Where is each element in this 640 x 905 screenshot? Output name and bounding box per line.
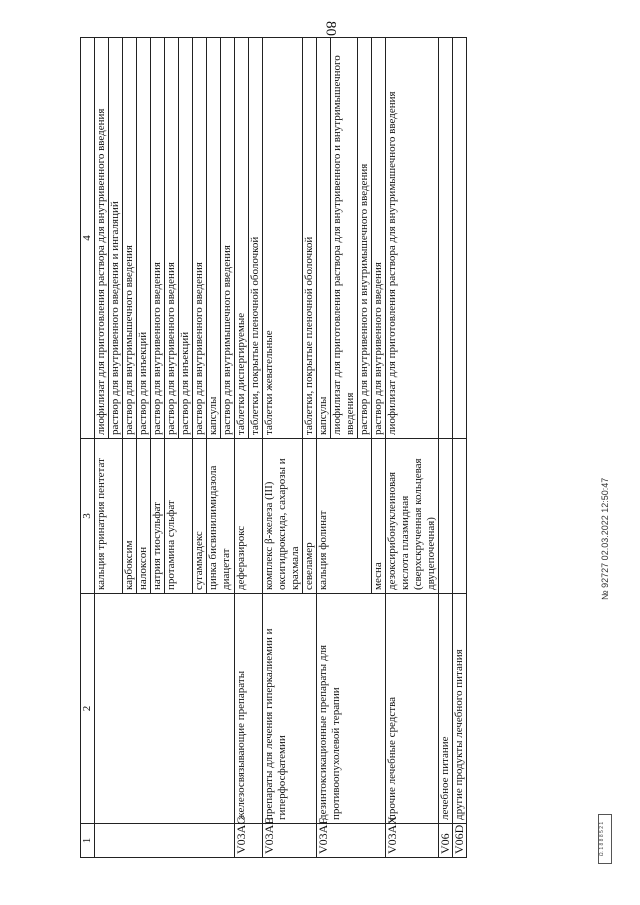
dosage-form-cell: капсулы [207, 38, 221, 439]
table-body [95, 38, 467, 858]
atc-code-cell: V06 [439, 824, 453, 858]
dosage-form-cell: раствор для инъекций [179, 38, 193, 439]
atc-code-cell: V03AC [235, 824, 263, 858]
drug-name-cell: дезоксирибонуклеиновая кислота плазмидная (сверхскрученная кольцевая двуцепочечная) [386, 439, 439, 594]
dosage-form-cell: раствор для инъекций [137, 38, 151, 439]
drug-name-cell: протамина сульфат [165, 439, 193, 594]
group-cell: препараты для лечения гиперкалиемии и гиперфосфатемии [263, 594, 317, 824]
dosage-form-cell: раствор для внутривенного введения [151, 38, 165, 439]
table-row [453, 38, 467, 858]
group-cell: дезинтоксикационные препараты для противоопухолевой терапии [317, 594, 386, 824]
dosage-form-cell: таблетки, покрытые пленочной оболочкой [249, 38, 263, 439]
table-row [263, 38, 303, 858]
group-cell [95, 594, 235, 824]
table-row [439, 38, 453, 858]
table-row [386, 38, 439, 858]
drug-table [80, 37, 467, 858]
dosage-form-cell: таблетки диспергируемые [235, 38, 249, 439]
dosage-form-cell: раствор для внутривенного и внутримышечного введения [358, 38, 372, 439]
table-row [95, 38, 109, 858]
dosage-form-cell: лиофилизат для приготовления раствора для внутривенного введения [95, 38, 109, 439]
dosage-form-cell: раствор для внутривенного введения [165, 38, 179, 439]
header-col-3: 3 [81, 439, 95, 594]
group-cell: прочие лечебные средства [386, 594, 439, 824]
dosage-form-cell: лиофилизат для приготовления раствора для внутримышечного введения [386, 38, 439, 439]
drug-name-cell: карбоксим [123, 439, 137, 594]
drug-name-cell: цинка бисвинилимидазола диацетат [207, 439, 235, 594]
drug-name-cell: севеламер [303, 439, 317, 594]
drug-name-cell: налоксон [137, 439, 151, 594]
dosage-form-cell: капсулы [317, 38, 331, 439]
document-rotated-content [80, 38, 550, 858]
group-cell: железосвязывающие препараты [235, 594, 263, 824]
dosage-form-cell: раствор для внутривенного введения и ингаляций [109, 38, 123, 439]
header-col-4: 4 [81, 38, 95, 439]
drug-name-cell: кальция фолинат [317, 439, 372, 594]
atc-code-cell [95, 824, 235, 858]
dosage-form-cell [453, 38, 467, 439]
dosage-form-cell: раствор для внутримышечного введения [123, 38, 137, 439]
registration-stamp: Ω. 1 8 8 8 5 2 1 [598, 814, 612, 864]
drug-name-cell: кальция тринатрия пентетат [95, 439, 123, 594]
drug-name-cell [439, 439, 453, 594]
dosage-form-cell: раствор для внутривенного введения [193, 38, 207, 439]
drug-name-cell: деферазирокс [235, 439, 263, 594]
dosage-form-cell: раствор для внутривенного введения [372, 38, 386, 439]
header-col-1: 1 [81, 824, 95, 858]
atc-code-cell: V03AX [386, 824, 439, 858]
table-header-row [81, 38, 95, 858]
dosage-form-cell: таблетки жевательные [263, 38, 303, 439]
group-cell: другие продукты лечебного питания [453, 594, 467, 824]
header-col-2: 2 [81, 594, 95, 824]
atc-code-cell: V03AE [263, 824, 317, 858]
drug-name-cell: комплекс β-железа (III) оксигидроксида, сахарозы и крахмала [263, 439, 303, 594]
atc-code-cell: V03AF [317, 824, 386, 858]
drug-name-cell [453, 439, 467, 594]
drug-name-cell: месна [372, 439, 386, 594]
dosage-form-cell: таблетки, покрытые пленочной оболочкой [303, 38, 317, 439]
drug-name-cell: натрия тиосульфат [151, 439, 165, 594]
group-cell: лечебное питание [439, 594, 453, 824]
dosage-form-cell: лиофилизат для приготовления раствора для внутривенного и внутримышечного введения [331, 38, 358, 439]
drug-name-cell: сугаммадекс [193, 439, 207, 594]
page-number: 80 [322, 21, 339, 36]
atc-code-cell: V06D [453, 824, 467, 858]
table-row [235, 38, 249, 858]
dosage-form-cell: раствор для внутримышечного введения [221, 38, 235, 439]
table-row [317, 38, 331, 858]
document-footer: № 92727 02.03.2022 12:50:47 [600, 477, 610, 600]
dosage-form-cell [439, 38, 453, 439]
